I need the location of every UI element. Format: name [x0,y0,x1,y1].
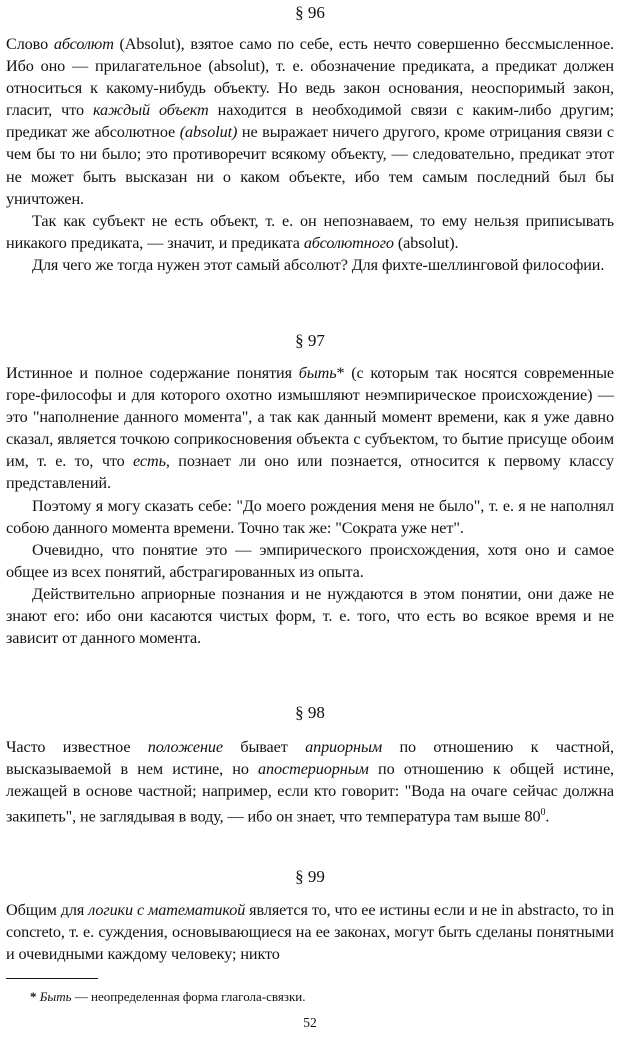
paragraph-96-3: Для чего же тогда нужен этот самый абсолют? Для фихте-шеллинговой философии. [32,255,605,274]
footnote: * Быть — неопределенная форма глагола-связки. [30,989,306,1004]
section-heading-98: § 98 [295,703,325,722]
book-page [6,0,614,1038]
section-heading-97: § 97 [295,331,325,350]
footnote-divider [6,978,98,979]
page-number: 52 [303,1015,317,1030]
paragraph-96-2: Так как субъект не есть объект, т. е. он непознаваем, то ему нельзя приписывать никакого предиката, — значит, и предиката абсолютного (absolut). [6,211,614,252]
paragraph-97-3: Очевидно, что понятие это — эмпирического происхождения, хотя оно и самое общее из всех понятий, абстрагированных из опыта. [6,540,614,581]
paragraph-97-2: Поэтому я могу сказать себе: "До моего рождения меня не было", т. е. я не наполнял собою данного момента времени. Точно так же: "Сократа уже нет". [6,496,614,537]
section-98 [6,702,614,828]
paragraph-98-1: Часто известное положение бывает априорным по отношению к частной, высказываемой в нем истине, но апостериорным по отношению к общей истине, лежащей в основе частной; например, если кто говорит: "Вода на очаге сейчас должна закипеть", не заглядывая в воду, — ибо он знает, что температура там выше $80^0$. [6,738,615,826]
paragraph-99-1: Общим для логики с математикой является то, что ее истины если и не in abstracto, то in concreto, т. е. суждения, основывающиеся на ее законах, могут быть сделаны понятными и очевидными каждому человеку; никто [6,901,615,964]
section-heading-96: § 96 [295,3,325,22]
paragraph-96-1: Слово абсолют (Absolut), взятое само по себе, есть нечто совершенно бессмысленное. Ибо оно — прилагательное (absolut), т. е. обозначение предиката, а предикат должен относиться к какому-нибудь объекту. Но ведь закон основания, неоспоримый закон, гласит, что каждый объект находится в необходимой связи с каким-либо другим; предикат же абсолютное (absolut) не выражает ничего другого, кроме отрицания связи с чем бы то ни было; это противоречит всякому объекту, — следовательно, предикат этот не может быть высказан ни о каком объекте, ибо тем самым последний был бы уничтожен. [6,35,615,208]
section-97 [6,330,614,649]
section-99 [6,866,614,965]
section-heading-99: § 99 [295,867,325,886]
paragraph-97-1: Истинное и полное содержание понятия быть* (с которым так носятся современные горе-философы и для которого охотно измышляют неэмпирическое происхождение) — это "наполнение данного момента", а так как данный момент времени, как я уже давно сказал, является точкою соприкосновения объекта с субъектом, то бытие присуще обоим им, т. е. то, что есть, познает ли оно или познается, относится к первому классу представлений. [6,364,614,493]
paragraph-97-4: Действительно априорные познания и не нуждаются в этом понятии, они даже не знают его: ибо они касаются чистых форм, т. е. того, что есть во всякое время и не зависит от данного момента. [6,584,614,648]
section-96 [6,2,614,276]
